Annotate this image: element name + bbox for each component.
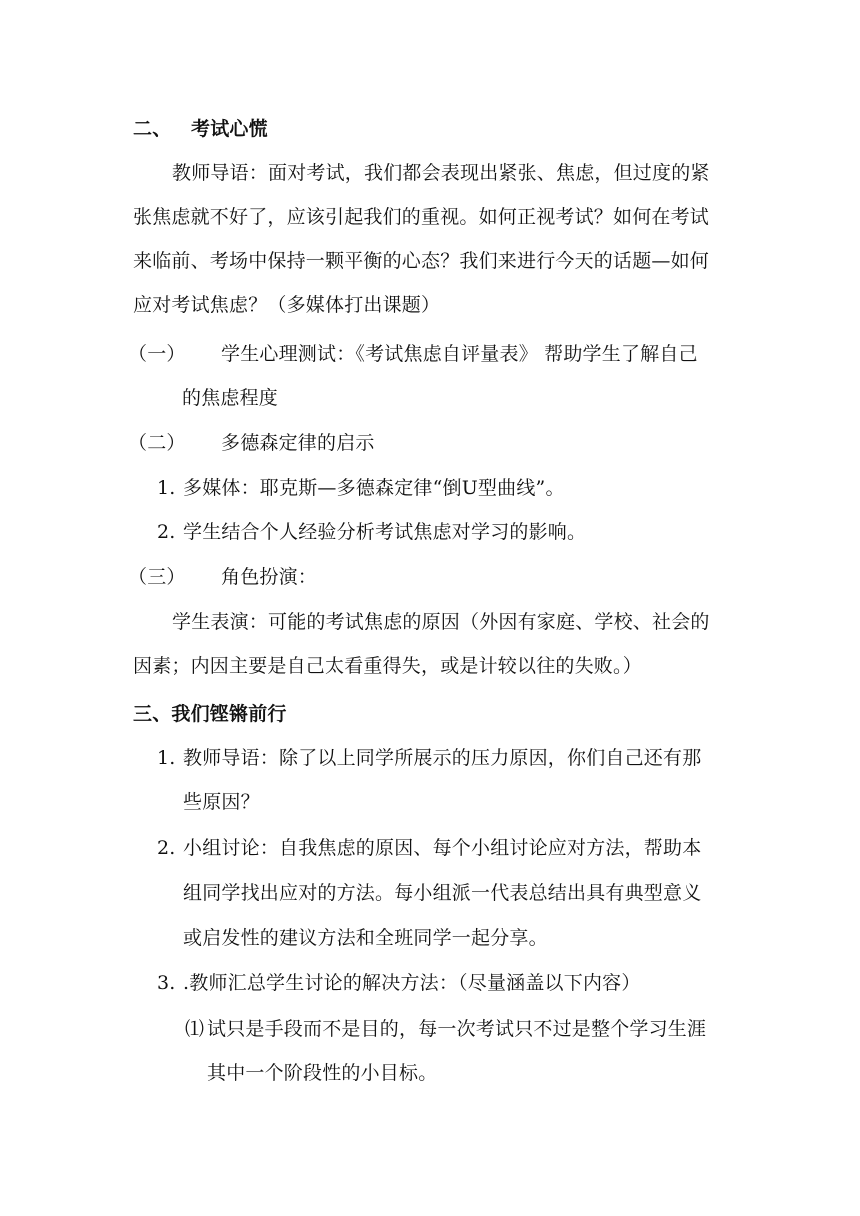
subpoint-1-marker: ⑴: [185, 1018, 205, 1040]
section-3-title: 三、我们铿锵前行: [133, 703, 287, 725]
sub-2-item-2-number: 2.: [157, 521, 176, 543]
sub-3-line-2: 因素；内因主要是自己太看重得失，或是计较以往的失败。）: [133, 655, 642, 677]
sub-3-marker: （三）: [128, 566, 186, 588]
section-2-title: 考试心慌: [191, 118, 268, 140]
sub-2-item-1-number: 1.: [157, 477, 176, 499]
sub-2-item-1-text: 多媒体：耶克斯—多德森定律“倒U型曲线”。: [183, 477, 565, 499]
sub-2-item-2-text: 学生结合个人经验分析考试焦虑对学习的影响。: [183, 521, 587, 543]
section-3-item-3-number: 3.: [157, 972, 176, 994]
section-3-item-2-number: 2.: [157, 837, 176, 859]
section-2-number: 二、: [133, 118, 172, 140]
section-3-item-2-line-3: 或启发性的建议方法和全班同学一起分享。: [183, 927, 548, 949]
section-3-item-2-line-1: 小组讨论：自我焦虑的原因、每个小组讨论应对方法，帮助本: [183, 837, 702, 859]
intro-line-2: 张焦虑就不好了，应该引起我们的重视。如何正视考试？如何在考试: [133, 206, 710, 228]
intro-line-3: 来临前、考场中保持一颗平衡的心态？我们来进行今天的话题—如何: [133, 250, 710, 272]
section-3-item-1-line-1: 教师导语：除了以上同学所展示的压力原因，你们自己还有那: [183, 747, 702, 769]
sub-1-line-2: 的焦虑程度: [182, 387, 279, 409]
subpoint-1-line-2: 其中一个阶段性的小目标。: [207, 1062, 438, 1084]
sub-3-line-1: 学生表演：可能的考试焦虑的原因（外因有家庭、学校、社会的: [172, 611, 710, 633]
sub-2-marker: （二）: [128, 432, 186, 454]
intro-line-4: 应对考试焦虑？（多媒体打出课题）: [133, 294, 441, 316]
sub-1-line-1: 学生心理测试：《考试焦虑自评量表》 帮助学生了解自己: [221, 343, 698, 365]
section-3-item-3-line-1: .教师汇总学生讨论的解决方法：（尽量涵盖以下内容）: [183, 972, 641, 994]
sub-2-title: 多德森定律的启示: [221, 432, 375, 454]
section-3-item-1-line-2: 些原因？: [183, 791, 260, 813]
subpoint-1-line-1: 试只是手段而不是目的，每一次考试只不过是整个学习生涯: [207, 1018, 707, 1040]
sub-1-marker: （一）: [128, 343, 186, 365]
intro-line-1: 教师导语：面对考试，我们都会表现出紧张、焦虑，但过度的紧: [172, 162, 710, 184]
section-3-item-2-line-2: 组同学找出应对的方法。每小组派一代表总结出具有典型意义: [183, 882, 702, 904]
sub-3-title: 角色扮演：: [221, 566, 318, 588]
section-3-item-1-number: 1.: [157, 747, 176, 769]
